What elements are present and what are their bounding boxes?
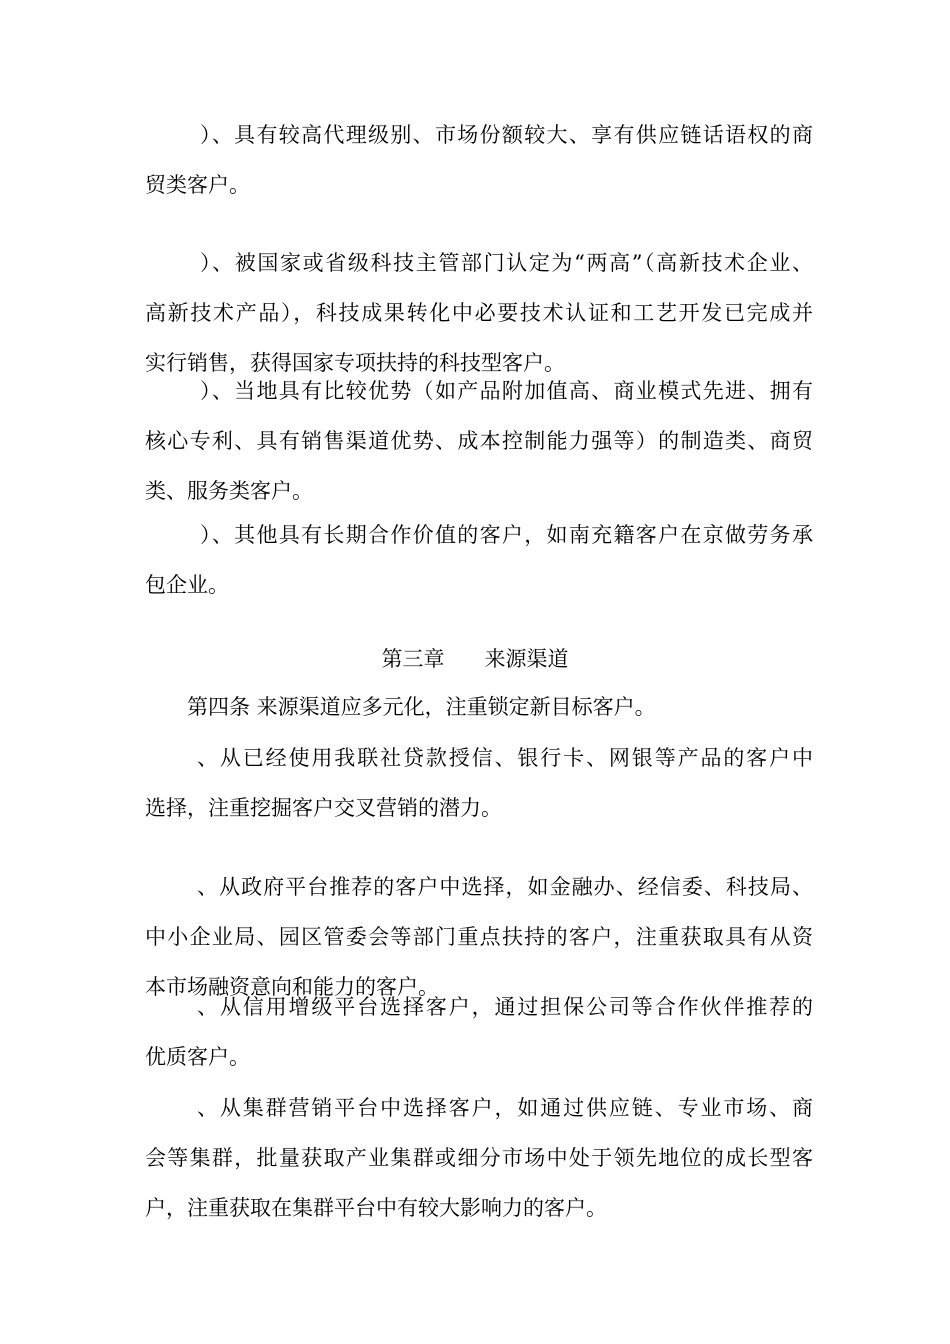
- text-line: ）、被国家或省级科技主管部门认定为“两高”（高新技术企业、: [200, 251, 813, 275]
- text-line: 高新技术产品），科技成果转化中必要技术认证和工艺开发已完成并: [145, 301, 813, 325]
- text-line: 、从政府平台推荐的客户中选择，如金融办、经信委、科技局、: [197, 875, 813, 899]
- text-line: ）、具有较高代理级别、市场份额较大、享有供应链话语权的商: [200, 123, 813, 147]
- text-line: ）、其他具有长期合作价值的客户，如南充籍客户在京做劳务承: [200, 523, 813, 547]
- text-line: ）、当地具有比较优势（如产品附加值高、商业模式先进、拥有: [200, 379, 813, 403]
- text-line: 贸类客户。: [145, 173, 250, 197]
- clause-paragraph: [145, 366, 813, 516]
- text-line: 、从信用增级平台选择客户，通过担保公司等合作伙伴推荐的: [197, 995, 813, 1019]
- text-line: 中小企业局、园区管委会等部门重点扶持的客户，注重获取具有从资: [145, 925, 813, 949]
- chapter-heading: [0, 644, 950, 674]
- text-line: 本市场融资意向和能力的客户。: [145, 975, 439, 999]
- text-line: 选择，注重挖掘客户交叉营销的潜力。: [145, 796, 502, 820]
- text-line: 会等集群，批量获取产业集群或细分市场中处于领先地位的成长型客: [145, 1146, 813, 1170]
- text-line: 优质客户。: [145, 1045, 250, 1069]
- text-line: 、从集群营销平台中选择客户，如通过供应链、专业市场、商: [197, 1096, 813, 1120]
- text-line: 核心专利、具有销售渠道优势、成本控制能力强等）的制造类、商贸: [145, 429, 813, 453]
- channel-item: [145, 733, 813, 833]
- channel-item: [145, 1083, 813, 1233]
- text-line: 、从已经使用我联社贷款授信、银行卡、网银等产品的客户中: [197, 746, 813, 770]
- clause-paragraph: [145, 510, 813, 610]
- text-line: 实行销售，获得国家专项扶持的科技型客户。: [145, 351, 565, 375]
- chapter-title: 来源渠道: [484, 647, 569, 671]
- text-line: 类、服务类客户。: [145, 479, 313, 503]
- text-line: 户，注重获取在集群平台中有较大影响力的客户。: [145, 1196, 607, 1220]
- chapter-number: 第三章: [381, 647, 445, 671]
- text-line: 包企业。: [145, 573, 229, 597]
- article-text: 第四条 来源渠道应多元化，注重锁定新目标客户。: [187, 695, 656, 719]
- channel-item: [145, 982, 813, 1082]
- clause-paragraph: [145, 110, 813, 210]
